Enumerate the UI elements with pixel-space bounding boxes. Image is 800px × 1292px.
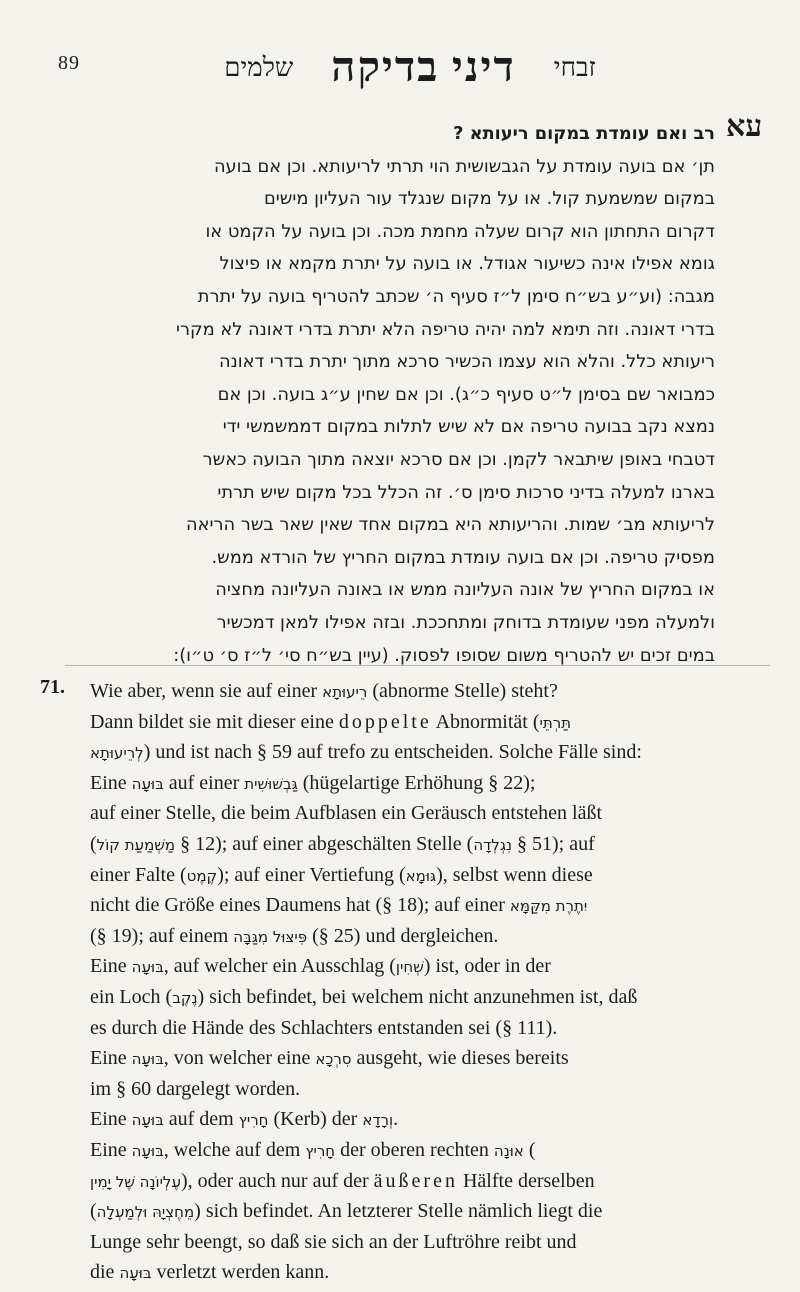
text-line: Eine בּוּעָה, auf welcher ein Ausschlag (שְׁחִין) ist, oder in der — [90, 955, 551, 978]
running-header — [200, 44, 620, 92]
header-word-left: שלמים — [224, 53, 294, 82]
text-line: nicht die Größe eines Daumens hat (§ 18); auf einer יִתֶרֶת מִקַּמָּא — [90, 894, 588, 917]
text-line: Eine בּוּעָה auf dem חָרִיץ (Kerb) der וְרָדָא. — [90, 1108, 399, 1131]
hebrew-line: כמבואר שם בסימן ל״ט סעיף כ״ג). וכן אם שחין ע״ג בועה. וכן אם — [217, 383, 715, 405]
section-divider — [65, 665, 770, 666]
hebrew-line: במים זכים יש להטריף משום שסופו לפסוק. (עיין בש״ח סי׳ ל״ז ס׳ ט״ו): — [173, 644, 715, 666]
hebrew-line: גומא אפילו אינה כשיעור אגודל. או בועה על יתרת מקמא או פיצול — [219, 253, 715, 275]
text-line: Lunge sehr beengt, so daß sie sich an der Luftröhre reibt und — [90, 1230, 577, 1253]
header-word-right: זבחי — [553, 53, 596, 82]
page-number: 89 — [58, 52, 80, 74]
hebrew-line: לריעותא מב׳ שמות. והריעותא היא במקום אחד שאין שאר בשר הריאה — [186, 514, 715, 536]
text-line: Eine בּוּעָה, von welcher eine סִרְכָא ausgeht, wie dieses bereits — [90, 1047, 569, 1070]
text-line: es durch die Hände des Schlachters entstanden sei (§ 111). — [90, 1016, 558, 1039]
section-number: 71. — [40, 676, 65, 698]
header-title: דיני בדיקה — [331, 45, 516, 91]
section-marker: עא — [726, 110, 763, 143]
hebrew-line: מגבה: (וע״ע בש״ח סימן ל״ז סעיף ה׳ שכתב להטריף בועה על יתרת — [197, 285, 715, 307]
text-line: Eine בּוּעָה auf einer גַּבְשׁוּשִׁית (hügelartige Erhöhung § 22); — [90, 771, 536, 794]
hebrew-line: מפסיק טריפה. וכן אם בועה עומדת במקום החריץ של הורדא ממש. — [211, 546, 715, 568]
text-line: die בּוּעָה verletzt werden kann. — [90, 1261, 330, 1284]
text-line: (מֵחֶצְיָהּ וּלְמַעְלָה) sich befindet. An letzterer Stelle nämlich liegt die — [90, 1200, 603, 1223]
text-line: auf einer Stelle, die beim Aufblasen ein Geräusch entstehen läßt — [90, 802, 603, 825]
hebrew-line: במקום שמשמעת קול. או על מקום שנגלד עור העליון מישים — [264, 188, 715, 210]
hebrew-line: בארנו למעלה בדיני סרכות סימן ס׳. זה הכלל בכל מקום שיש תרתי — [217, 481, 715, 503]
text-line: (§ 19); auf einem פִּיצּוּל מִגַּבָּה (§ 25) und dergleichen. — [90, 924, 499, 947]
text-line: Wie aber, wenn sie auf einer רֵיעוּתָא (abnorme Stelle) steht? — [90, 680, 558, 702]
text-line: עֶלְיוֹנָה שֶׁל יָמִין), oder auch nur auf der äußeren Hälfte derselben — [90, 1169, 595, 1192]
hebrew-line: בדרי דאונה. וזה תימא למה יהיה טריפה הלא יתרת בדרי דאונה לא מקרי — [175, 318, 715, 340]
hebrew-line: תן׳ אם בועה עומדת על הגבשושית הוי תרתי לריעותא. וכן אם בועה — [213, 155, 715, 177]
german-text-block — [90, 676, 770, 1288]
text-line: einer Falte (קֶמֶט); auf einer Vertiefung (גּוּמָא), selbst wenn diese — [90, 863, 593, 886]
hebrew-line: ריעותא כלל. והלא הוא עצמו הכשיר סרכא מתוך יתרת בדרי דאונה — [219, 351, 715, 373]
hebrew-line: דקרום התחתון הוא קרום שעלה מחמת מכה. וכן בועה על הקמט או — [205, 220, 715, 242]
text-line: (מַשְׁמַעַת קוֹל § 12); auf einer abgeschälten Stelle (נִגְלְדָה § 51); auf — [90, 832, 595, 855]
hebrew-line: או במקום החריץ של אונה העליונה ממש או באונה העליונה מחציה — [215, 579, 715, 601]
hebrew-line: דטבחי באופן שיתבאר לקמן. וכן אם סרכא יוצאה מתוך הבועה כאשר — [202, 448, 715, 470]
hebrew-line: רב ואם עומדת במקום ריעותא ? — [453, 123, 715, 144]
hebrew-line: נמצא נקב בבועה טריפה אם לא שיש לתלות במקום דממשמשי ידי — [222, 416, 715, 438]
text-line: לְרֵיעוּתָא) und ist nach § 59 auf trefo zu entscheiden. Solche Fälle sind: — [90, 741, 642, 764]
hebrew-line: ולמעלה מפני שעומדת בדוחק ומתחככת. ובזה אפילו למאן דמכשיר — [216, 611, 715, 633]
text-line: im § 60 dargelegt worden. — [90, 1077, 301, 1100]
hebrew-text-block — [105, 118, 715, 672]
text-line: ein Loch (נֶקֶב) sich befindet, bei welchem nicht anzunehmen ist, daß — [90, 985, 638, 1008]
text-line: Eine בּוּעָה, welche auf dem חָרִיץ der oberen rechten אוּנָה ( — [90, 1138, 536, 1161]
text-line: Dann bildet sie mit dieser eine doppelte Abnormität (תַּרְתֵּי — [90, 710, 572, 733]
